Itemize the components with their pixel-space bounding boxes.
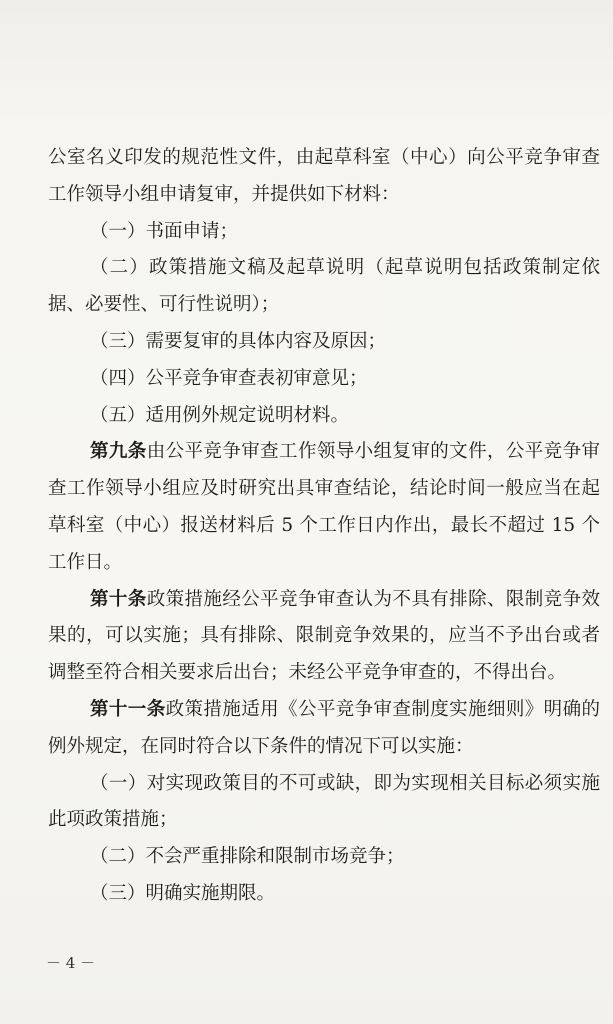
article-9 xyxy=(48,434,600,581)
condition-item-2: （二）不会严重排除和限制市场竞争； xyxy=(90,846,405,868)
page-number: － 4 － xyxy=(46,954,96,972)
article-11 xyxy=(48,692,600,766)
article-10 xyxy=(48,582,600,692)
article-9-heading: 第九条 xyxy=(90,441,147,463)
article-9-text: 由公平竞争审查工作领导小组复审的文件，公平竞争审查工作领导小组应及时研究出具审查结论，结论时间一般应当在起草科室（中心）报送材料后 5 个工作日内作出，最长不超过 15 个工作日。 xyxy=(48,441,600,573)
list-item-1: （一）书面申请； xyxy=(90,220,239,242)
article-10-heading: 第十条 xyxy=(90,588,147,610)
article-11-text: 政策措施适用《公平竞争审查制度实施细则》明确的例外规定，在同时符合以下条件的情况下可以实施： xyxy=(48,698,600,757)
article-11-heading: 第十一条 xyxy=(90,698,166,720)
list-item-5: （五）适用例外规定说明材料。 xyxy=(90,404,350,426)
condition-item-1: （一）对实现政策目的不可或缺，即为实现相关目标必须实施此项政策措施； xyxy=(48,772,600,831)
condition-item-3: （三）明确实施期限。 xyxy=(90,882,276,904)
list-item-2: （二）政策措施文稿及起草说明（起草说明包括政策制定依据、必要性、可行性说明）； xyxy=(48,257,600,316)
paragraph-continuation: 公室名义印发的规范性文件，由起草科室（中心）向公平竞争审查工作领导小组申请复审，并提供如下材料： xyxy=(48,147,600,205)
list-item-3: （三）需要复审的具体内容及原因； xyxy=(90,330,387,352)
article-10-text: 政策措施经公平竞争审查认为不具有排除、限制竞争效果的，可以实施；具有排除、限制竞争效果的，应当不予出台或者调整至符合相关要求后出台；未经公平竞争审查的，不得出台。 xyxy=(48,588,600,684)
list-item-4: （四）公平竞争审查表初审意见； xyxy=(90,367,368,389)
document-body xyxy=(48,140,600,913)
